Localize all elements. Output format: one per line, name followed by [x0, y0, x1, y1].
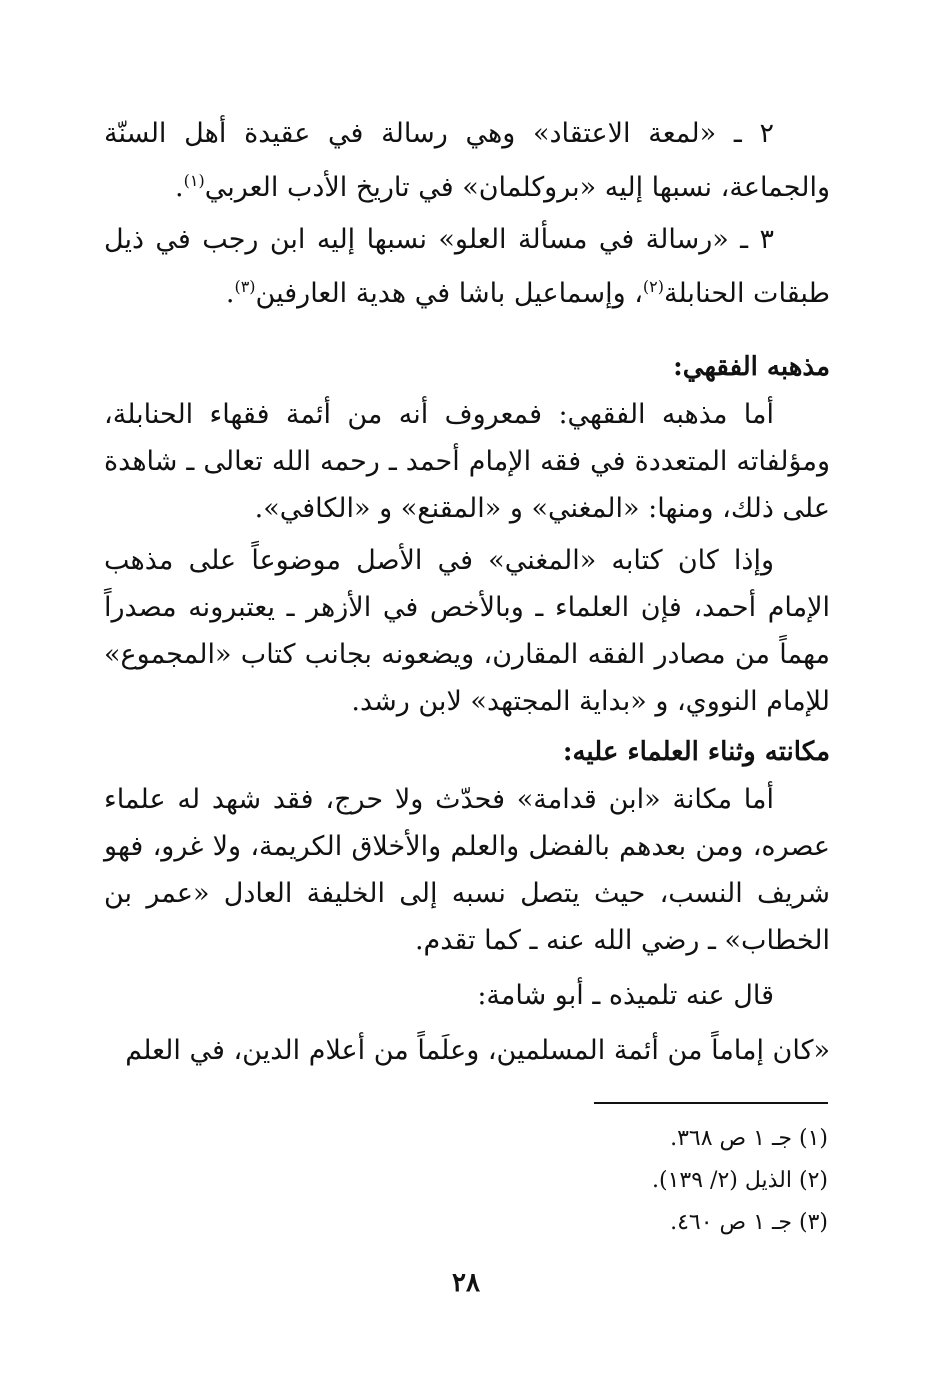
footnote-ref-1[interactable]: (١) — [183, 171, 205, 190]
paragraph-madhhab: أما مذهبه الفقهي: فمعروف أنه من أئمة فقهاء الحنابلة، ومؤلفاته المتعددة في فقه الإمام أحمد ـ رحمه الله تعالى ـ شاهدة على ذلك، ومنها: «المغني» و «المقنع» و «الكافي». — [104, 399, 830, 524]
footnote-ref-3[interactable]: (٣) — [234, 277, 256, 296]
paragraph-quote-intro: قال عنه تلميذه ـ أبو شامة: — [477, 980, 774, 1011]
paragraph-quote: «كان إماماً من أئمة المسلمين، وعلَماً من أعلام الدين، في العلم — [125, 1035, 830, 1066]
paragraph-mughni: وإذا كان كتابه «المغني» في الأصل موضوعاً على مذهب الإمام أحمد، فإن العلماء ـ وبالأخص في الأزهر ـ يعتبرونه مصدراً مهماً من مصادر الفقه المقارن، ويضعونه بجانب كتاب «المجموع» للإمام النووي، و «بداية المجتهد» لابن رشد. — [104, 545, 830, 717]
footnote-1: (١) جـ ١ ص ٣٦٨. — [670, 1126, 828, 1151]
paragraph-item-3-text: ٣ ـ «رسالة في مسألة العلو» نسبها إليه ابن رجب في ذيل طبقات الحنابلة — [104, 224, 830, 309]
footnote-divider — [594, 1102, 828, 1104]
section-heading-status: مكانته وثناء العلماء عليه: — [562, 737, 830, 767]
section-heading-madhhab: مذهبه الفقهي: — [673, 352, 830, 382]
footnote-2: (٢) الذيل (٢/ ١٣٩). — [652, 1168, 828, 1193]
paragraph-item-2-end: . — [175, 172, 184, 203]
paragraph-status: أما مكانة «ابن قدامة» فحدّث ولا حرج، فقد شهد له علماء عصره، ومن بعدهم بالفضل والعلم والأخلاق الكريمة، ولا غرو، فهو شريف النسب، حيث يتصل نسبه إلى الخليفة العادل «عمر بن الخطاب» ـ رضي الله عنه ـ كما تقدم. — [104, 784, 830, 956]
page-number: ٢٨ — [452, 1268, 480, 1298]
footnotes — [420, 1118, 828, 1244]
paragraph-item-2 — [104, 110, 830, 211]
paragraph-item-3 — [104, 216, 830, 317]
paragraph-item-3-mid: ، وإسماعيل باشا في هدية العارفين — [255, 278, 643, 309]
paragraph-item-3-end: . — [225, 278, 235, 309]
page-body — [104, 110, 830, 1079]
paragraph-item-2-text: ٢ ـ «لمعة الاعتقاد» وهي رسالة في عقيدة أهل السنّة والجماعة، نسبها إليه «بروكلمان» في تاريخ الأدب العربي — [104, 118, 830, 203]
footnote-ref-2[interactable]: (٢) — [642, 277, 665, 296]
footnote-3: (٣) جـ ١ ص ٤٦٠. — [670, 1210, 828, 1235]
